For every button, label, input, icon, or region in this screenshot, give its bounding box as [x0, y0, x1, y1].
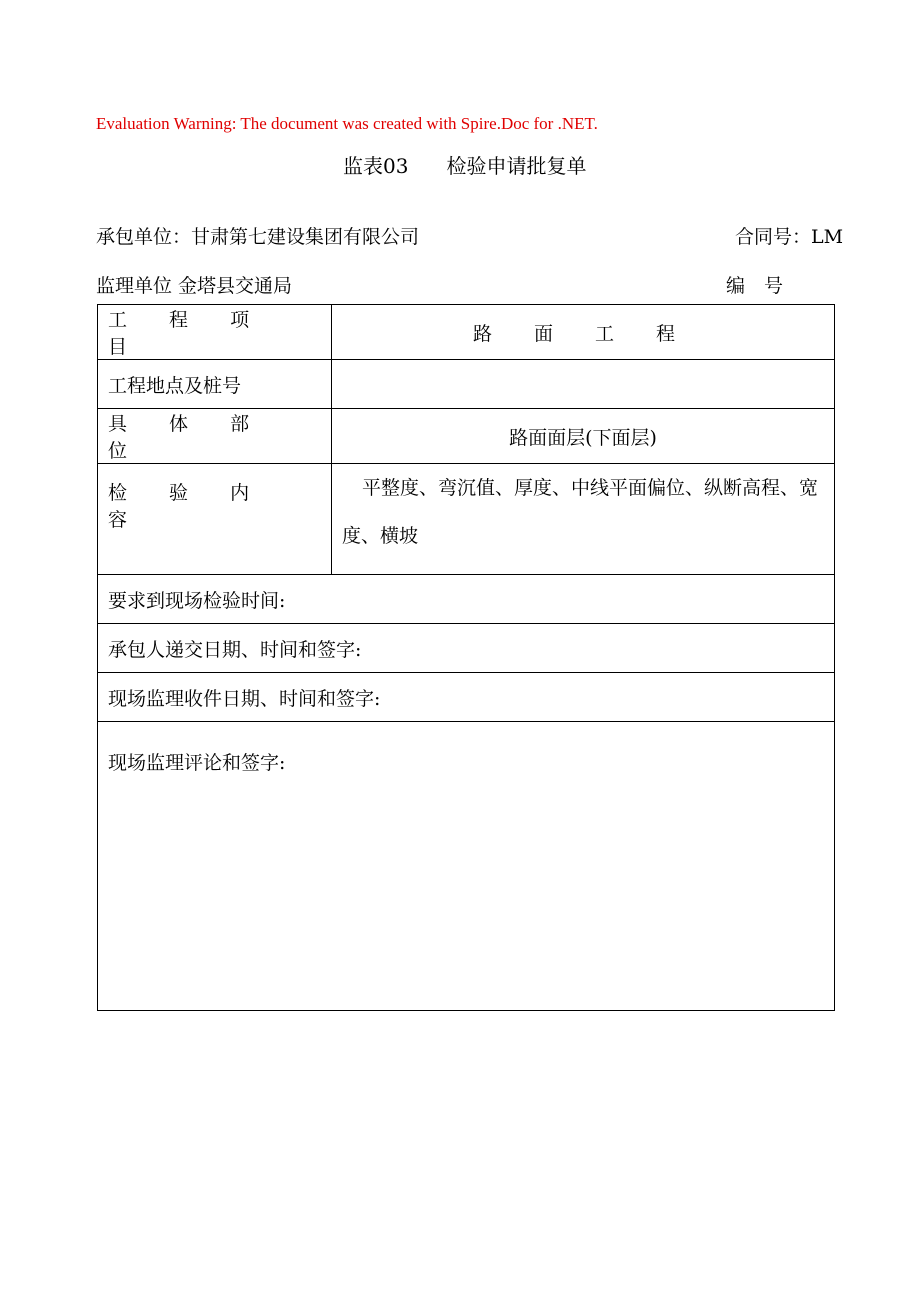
supervisor: 监理单位 金塔县交通局 — [96, 275, 293, 297]
contractor: 承包单位：甘肃第七建设集团有限公司 — [96, 226, 420, 248]
title-code: 监表03 — [343, 154, 409, 178]
supervisor-comment: 现场监理评论和签字: — [98, 722, 835, 1011]
inspection-table — [97, 304, 835, 1011]
content-value: 平整度、弯沉值、厚度、中线平面偏位、纵断高程、宽度、横坡 — [332, 464, 835, 575]
serial-number: 编 号 — [726, 275, 784, 297]
evaluation-warning: Evaluation Warning: The document was created with Spire.Doc for .NET. — [96, 114, 598, 133]
location-label: 工程地点及桩号 — [98, 360, 332, 409]
project-value: 路 面 工 程 — [332, 305, 835, 360]
part-label: 具 体 部 位 — [98, 409, 332, 464]
contract-number: 合同号：LM — [735, 226, 844, 248]
title-text: 检验申请批复单 — [446, 154, 587, 178]
content-label: 检 验 内 容 — [98, 464, 332, 575]
inspection-time: 要求到现场检验时间: — [98, 575, 835, 624]
page-title — [343, 150, 586, 179]
project-label: 工 程 项 目 — [98, 305, 332, 360]
supervisor-receive: 现场监理收件日期、时间和签字: — [98, 673, 835, 722]
location-value — [332, 360, 835, 409]
part-value: 路面面层(下面层) — [332, 409, 835, 464]
contractor-submit: 承包人递交日期、时间和签字: — [98, 624, 835, 673]
